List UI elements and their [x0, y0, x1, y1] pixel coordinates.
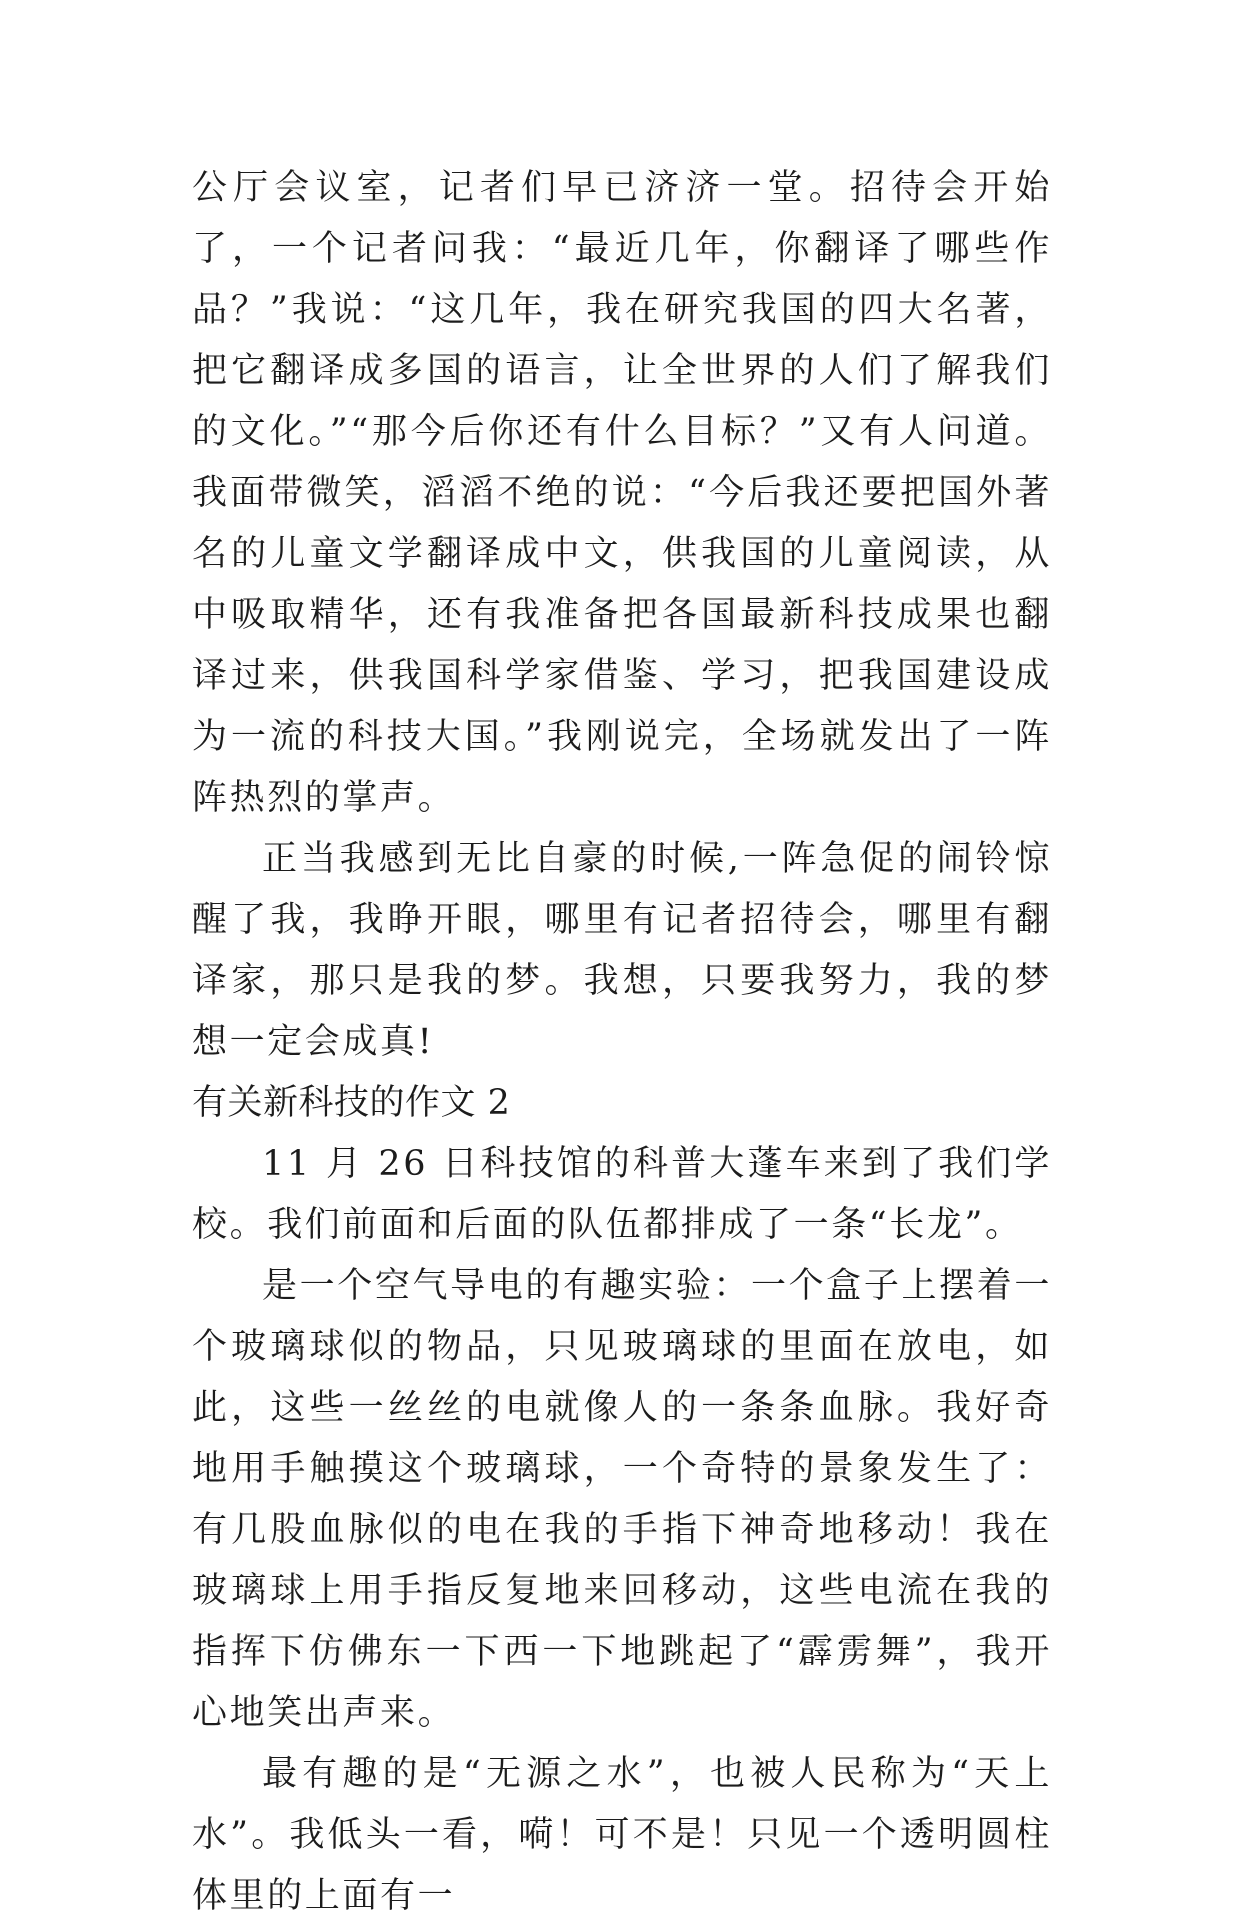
paragraph-alarm-wakeup: 正当我感到无比自豪的时候,一阵急促的闹铃惊醒了我，我睁开眼，哪里有记者招待会，哪里有翻译家，那只是我的梦。我想，只要我努力，我的梦想一定会成真!: [192, 839, 1052, 1062]
document-body: [192, 158, 1052, 1927]
essay-heading-2: 有关新科技的作文 2: [192, 1083, 511, 1123]
paragraph-sourceless-water: 最有趣的是“无源之水”，也被人民称为“天上水”。我低头一看，嗬！可不是！只见一个透明圆柱体里的上面有一: [192, 1754, 1052, 1916]
paragraph-science-caravan: 11 月 26 日科技馆的科普大蓬车来到了我们学校。我们前面和后面的队伍都排成了一条“长龙”。: [192, 1144, 1052, 1245]
paragraph-meeting-room: 公厅会议室，记者们早已济济一堂。招待会开始了，一个记者问我：“最近几年，你翻译了哪些作品？”我说：“这几年，我在研究我国的四大名著，把它翻译成多国的语言，让全世界的人们了解我们的文化。”“那今后你还有什么目标？”又有人问道。我面带微笑，滔滔不绝的说：“今后我还要把国外著名的儿童文学翻译成中文，供我国的儿童阅读，从中吸取精华，还有我准备把各国最新科技成果也翻译过来，供我国科学家借鉴、学习，把我国建设成为一流的科技大国。”我刚说完，全场就发出了一阵阵热烈的掌声。: [192, 168, 1052, 818]
paragraph-plasma-ball: 是一个空气导电的有趣实验：一个盒子上摆着一个玻璃球似的物品，只见玻璃球的里面在放电，如此，这些一丝丝的电就像人的一条条血脉。我好奇地用手触摸这个玻璃球，一个奇特的景象发生了：有几股血脉似的电在我的手指下神奇地移动！我在玻璃球上用手指反复地来回移动，这些电流在我的指挥下仿佛东一下西一下地跳起了“霹雳舞”，我开心地笑出声来。: [192, 1266, 1052, 1733]
